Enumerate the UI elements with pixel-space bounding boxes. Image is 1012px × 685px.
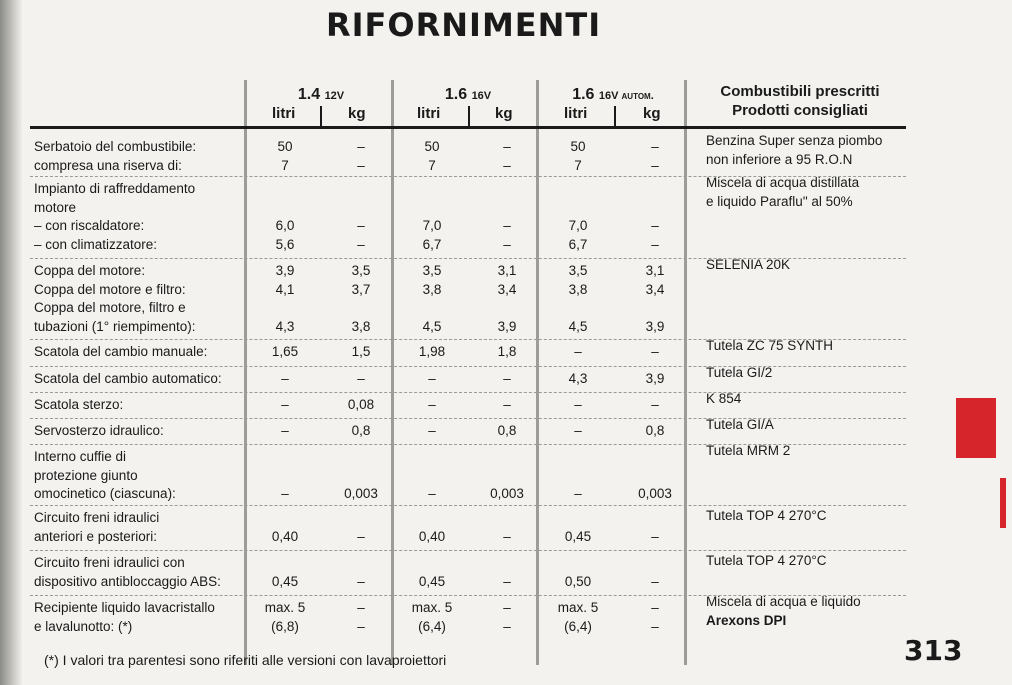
header-products xyxy=(700,82,900,120)
value-cell xyxy=(397,599,467,636)
value-cell xyxy=(620,396,690,415)
value-line: – xyxy=(651,236,659,252)
value-line: – xyxy=(651,344,659,359)
value-cell xyxy=(472,422,542,441)
value-cell xyxy=(397,485,467,504)
value-line: 7 xyxy=(281,157,289,173)
page-number: 313 xyxy=(904,634,963,667)
value-line: 3,9 xyxy=(645,318,665,334)
value-cell xyxy=(250,217,320,254)
header-divider xyxy=(468,106,470,126)
table-row xyxy=(30,550,906,596)
value-line: 3,1 xyxy=(645,263,665,278)
row-product xyxy=(706,552,906,571)
table-row xyxy=(30,505,906,551)
value-cell xyxy=(620,485,690,504)
value-line: – xyxy=(281,423,289,438)
value-cell xyxy=(620,138,690,175)
value-line: 0,003 xyxy=(344,486,378,501)
row-description xyxy=(34,180,244,254)
value-cell xyxy=(250,138,320,175)
value-line: 3,9 xyxy=(645,371,665,386)
value-line: 3,8 xyxy=(351,318,371,334)
value-line: – xyxy=(651,600,659,615)
value-line: 0,08 xyxy=(347,397,375,412)
value-line: – xyxy=(428,371,436,386)
value-cell xyxy=(472,599,542,636)
value-cell xyxy=(472,370,542,389)
value-cell xyxy=(250,370,320,389)
description-line: Impianto di raffreddamento xyxy=(34,181,196,196)
value-cell xyxy=(326,528,396,547)
description-line: motore xyxy=(34,199,77,215)
value-line: 6,0 xyxy=(275,218,295,233)
table-row xyxy=(30,339,906,367)
value-line: 0,8 xyxy=(351,423,371,438)
row-product xyxy=(706,174,906,211)
value-cell xyxy=(543,573,613,592)
value-line: – xyxy=(574,344,582,359)
value-cell xyxy=(326,217,396,254)
header-divider xyxy=(320,106,322,126)
value-cell xyxy=(620,528,690,547)
product-line: Tutela TOP 4 270°C xyxy=(706,508,827,523)
value-cell xyxy=(543,138,613,175)
header-group-1-6-autom xyxy=(538,86,688,104)
value-line: – xyxy=(428,486,436,501)
value-line: 0,003 xyxy=(638,486,672,501)
product-line: Tutela GI/A xyxy=(706,417,774,432)
product-line: Arexons DPI xyxy=(706,612,787,628)
value-cell xyxy=(472,343,542,362)
value-cell xyxy=(397,217,467,254)
value-line: 1,8 xyxy=(497,344,517,359)
value-line: – xyxy=(357,218,365,233)
value-cell xyxy=(543,217,613,254)
product-line: e liquido Paraflu" al 50% xyxy=(706,193,853,209)
value-line: – xyxy=(428,423,436,438)
group-name: 1.6 xyxy=(444,86,468,103)
value-line: 4,5 xyxy=(568,318,588,334)
value-line: – xyxy=(503,528,511,544)
value-cell xyxy=(543,370,613,389)
row-product xyxy=(706,507,906,526)
value-cell xyxy=(397,370,467,389)
value-line: 0,003 xyxy=(490,486,524,501)
value-line: 4,3 xyxy=(568,371,588,386)
value-line: – xyxy=(503,157,511,173)
value-line: – xyxy=(357,600,365,615)
group-suffix: 16V xyxy=(471,90,492,102)
value-line: – xyxy=(357,371,365,386)
product-line: SELENIA 20K xyxy=(706,257,791,272)
table-row xyxy=(30,444,906,506)
value-line: – xyxy=(503,397,511,412)
row-description xyxy=(34,138,244,175)
row-product xyxy=(706,442,906,461)
description-line: protezione giunto xyxy=(34,467,138,483)
value-line: – xyxy=(503,139,511,154)
value-cell xyxy=(397,138,467,175)
value-cell xyxy=(472,138,542,175)
header-products-line: Prodotti consigliati xyxy=(732,102,868,119)
value-line: 3,7 xyxy=(351,281,371,297)
product-line: Benzina Super senza piombo xyxy=(706,133,883,148)
product-line: Miscela di acqua distillata xyxy=(706,175,860,190)
table-row xyxy=(30,176,906,259)
value-line: 6,7 xyxy=(422,236,442,252)
header-litri: litri xyxy=(564,105,588,122)
value-line: – xyxy=(503,618,511,634)
header-kg: kg xyxy=(643,105,661,122)
description-line: e lavalunotto: (*) xyxy=(34,618,133,634)
value-cell xyxy=(397,422,467,441)
description-line: Scatola sterzo: xyxy=(34,397,124,412)
value-line: – xyxy=(651,528,659,544)
value-cell xyxy=(326,343,396,362)
value-cell xyxy=(543,485,613,504)
product-line: K 854 xyxy=(706,391,742,406)
value-line: – xyxy=(357,573,365,589)
value-cell xyxy=(326,422,396,441)
value-line: max. 5 xyxy=(557,600,599,615)
header-group-1-4 xyxy=(246,86,396,104)
value-line: 0,50 xyxy=(564,573,592,589)
value-cell xyxy=(620,343,690,362)
value-line: 0,45 xyxy=(564,528,592,544)
value-line: 7 xyxy=(428,157,436,173)
value-cell xyxy=(250,599,320,636)
table-row xyxy=(30,418,906,445)
row-description xyxy=(34,599,244,636)
value-line: 1,5 xyxy=(351,344,371,359)
value-cell xyxy=(250,422,320,441)
value-line: (6,8) xyxy=(271,618,299,634)
description-line: Scatola del cambio manuale: xyxy=(34,344,208,359)
row-description xyxy=(34,448,244,504)
value-cell xyxy=(543,396,613,415)
header-kg: kg xyxy=(348,105,366,122)
value-line: 3,9 xyxy=(497,318,517,334)
value-line: – xyxy=(357,618,365,634)
value-cell xyxy=(397,343,467,362)
table-row xyxy=(30,258,906,340)
value-cell xyxy=(620,599,690,636)
value-line: – xyxy=(574,423,582,438)
value-line: – xyxy=(503,236,511,252)
product-line: Miscela di acqua e liquido xyxy=(706,594,861,609)
value-cell xyxy=(326,370,396,389)
value-line: – xyxy=(651,218,659,233)
value-line: – xyxy=(428,397,436,412)
value-cell xyxy=(326,599,396,636)
header-divider xyxy=(614,106,616,126)
value-line: 3,5 xyxy=(568,263,588,278)
value-cell xyxy=(543,599,613,636)
group-suffix: 12V xyxy=(324,90,345,102)
value-line: – xyxy=(503,371,511,386)
value-cell xyxy=(397,573,467,592)
value-cell xyxy=(250,396,320,415)
value-line: 3,5 xyxy=(351,263,371,278)
value-line: – xyxy=(357,528,365,544)
row-description xyxy=(34,343,244,362)
header-products-line: Combustibili prescritti xyxy=(720,83,880,100)
footnote: (*) I valori tra parentesi sono riferiti alle versioni con lavaproiettori xyxy=(44,652,447,668)
value-cell xyxy=(326,396,396,415)
value-cell xyxy=(326,573,396,592)
value-line: 0,40 xyxy=(271,528,299,544)
value-cell xyxy=(472,396,542,415)
value-line: 3,8 xyxy=(422,281,442,297)
header-litri: litri xyxy=(272,105,296,122)
value-cell xyxy=(326,485,396,504)
description-line: Servosterzo idraulico: xyxy=(34,423,164,438)
value-line: – xyxy=(281,486,289,501)
value-line: 50 xyxy=(424,139,440,154)
row-product xyxy=(706,337,906,356)
value-line: 4,1 xyxy=(275,281,295,297)
section-tab-marker xyxy=(1000,478,1006,528)
product-line: Tutela ZC 75 SYNTH xyxy=(706,338,834,353)
value-line: – xyxy=(651,573,659,589)
value-line: – xyxy=(503,573,511,589)
value-line: – xyxy=(281,371,289,386)
description-line: omocinetico (ciascuna): xyxy=(34,486,176,501)
value-cell xyxy=(250,343,320,362)
page-binding-shadow xyxy=(0,0,22,685)
header-litri: litri xyxy=(417,105,441,122)
value-line: – xyxy=(357,139,365,154)
description-line: Scatola del cambio automatico: xyxy=(34,371,222,386)
value-cell xyxy=(620,370,690,389)
description-line: compresa una riserva di: xyxy=(34,157,182,173)
value-line: – xyxy=(281,397,289,412)
description-line: anteriori e posteriori: xyxy=(34,528,158,544)
value-line: – xyxy=(574,397,582,412)
value-line: 3,5 xyxy=(422,263,442,278)
header-rule xyxy=(30,126,906,129)
product-line: Tutela MRM 2 xyxy=(706,443,791,458)
value-line: 3,8 xyxy=(568,281,588,297)
header-kg: kg xyxy=(495,105,513,122)
description-line: Coppa del motore, filtro e xyxy=(34,300,186,315)
value-cell xyxy=(620,217,690,254)
value-line: 3,4 xyxy=(645,281,665,297)
product-line: non inferiore a 95 R.O.N xyxy=(706,151,853,167)
row-description xyxy=(34,370,244,389)
value-line: – xyxy=(357,236,365,252)
value-line: 0,45 xyxy=(418,573,446,589)
value-line: – xyxy=(651,157,659,173)
table-row xyxy=(30,134,906,177)
row-product xyxy=(706,416,906,435)
row-product xyxy=(706,256,906,275)
row-description xyxy=(34,509,244,546)
group-name: 1.6 xyxy=(572,86,595,103)
row-product xyxy=(706,364,906,383)
description-line: Interno cuffie di xyxy=(34,449,127,464)
description-line: Recipiente liquido lavacristallo xyxy=(34,600,215,615)
value-cell xyxy=(326,138,396,175)
value-line: 1,98 xyxy=(418,344,446,359)
row-product xyxy=(706,132,906,169)
value-cell xyxy=(472,528,542,547)
value-line: 1,65 xyxy=(271,344,299,359)
value-line: max. 5 xyxy=(411,600,453,615)
description-line: Coppa del motore e filtro: xyxy=(34,281,186,297)
value-line: 3,4 xyxy=(497,281,517,297)
value-line: 50 xyxy=(277,139,293,154)
header-group-1-6 xyxy=(393,86,543,104)
value-line: – xyxy=(651,139,659,154)
section-tab-marker xyxy=(956,398,996,458)
value-cell xyxy=(250,528,320,547)
description-line: tubazioni (1° riempimento): xyxy=(34,318,196,334)
value-line: – xyxy=(503,218,511,233)
value-line: 7,0 xyxy=(568,218,588,233)
description-line: Circuito freni idraulici xyxy=(34,510,160,525)
value-line: – xyxy=(651,618,659,634)
row-description xyxy=(34,422,244,441)
value-line: 4,3 xyxy=(275,318,295,334)
value-cell xyxy=(620,422,690,441)
value-line: max. 5 xyxy=(264,600,306,615)
value-line: 0,45 xyxy=(271,573,299,589)
description-line: – con riscaldatore: xyxy=(34,218,145,233)
group-suffix: 16V autom. xyxy=(598,90,654,102)
row-product xyxy=(706,593,906,630)
value-cell xyxy=(472,217,542,254)
value-line: 6,7 xyxy=(568,236,588,252)
value-cell xyxy=(397,396,467,415)
description-line: dispositivo antibloccaggio ABS: xyxy=(34,573,221,589)
value-line: – xyxy=(574,486,582,501)
description-line: Circuito freni idraulici con xyxy=(34,555,185,570)
row-description xyxy=(34,262,244,336)
page-title: RIFORNIMENTI xyxy=(326,6,602,44)
product-line: Tutela GI/2 xyxy=(706,365,773,380)
value-line: 4,5 xyxy=(422,318,442,334)
value-cell xyxy=(543,422,613,441)
value-line: 0,8 xyxy=(645,423,665,438)
value-cell xyxy=(543,343,613,362)
table-row xyxy=(30,366,906,393)
value-cell xyxy=(397,528,467,547)
description-line: – con climatizzatore: xyxy=(34,236,158,252)
value-cell xyxy=(620,573,690,592)
value-line: 5,6 xyxy=(275,236,295,252)
row-description xyxy=(34,396,244,415)
table-row xyxy=(30,595,906,639)
value-cell xyxy=(250,485,320,504)
value-line: (6,4) xyxy=(418,618,446,634)
value-line: 7,0 xyxy=(422,218,442,233)
value-line: 0,40 xyxy=(418,528,446,544)
value-line: 0,8 xyxy=(497,423,517,438)
description-line: Coppa del motore: xyxy=(34,263,146,278)
value-line: (6,4) xyxy=(564,618,592,634)
row-product xyxy=(706,390,906,409)
value-line: – xyxy=(503,600,511,615)
product-line: Tutela TOP 4 270°C xyxy=(706,553,827,568)
value-line: 3,9 xyxy=(275,263,295,278)
value-line: 3,1 xyxy=(497,263,517,278)
group-name: 1.4 xyxy=(297,86,321,103)
table-row xyxy=(30,392,906,419)
value-cell xyxy=(472,573,542,592)
value-line: 50 xyxy=(570,139,586,154)
row-description xyxy=(34,554,244,591)
value-cell xyxy=(543,528,613,547)
value-line: – xyxy=(651,397,659,412)
value-cell xyxy=(472,485,542,504)
description-line: Serbatoio del combustibile: xyxy=(34,139,197,154)
value-cell xyxy=(250,573,320,592)
value-line: 7 xyxy=(574,157,582,173)
value-line: – xyxy=(357,157,365,173)
